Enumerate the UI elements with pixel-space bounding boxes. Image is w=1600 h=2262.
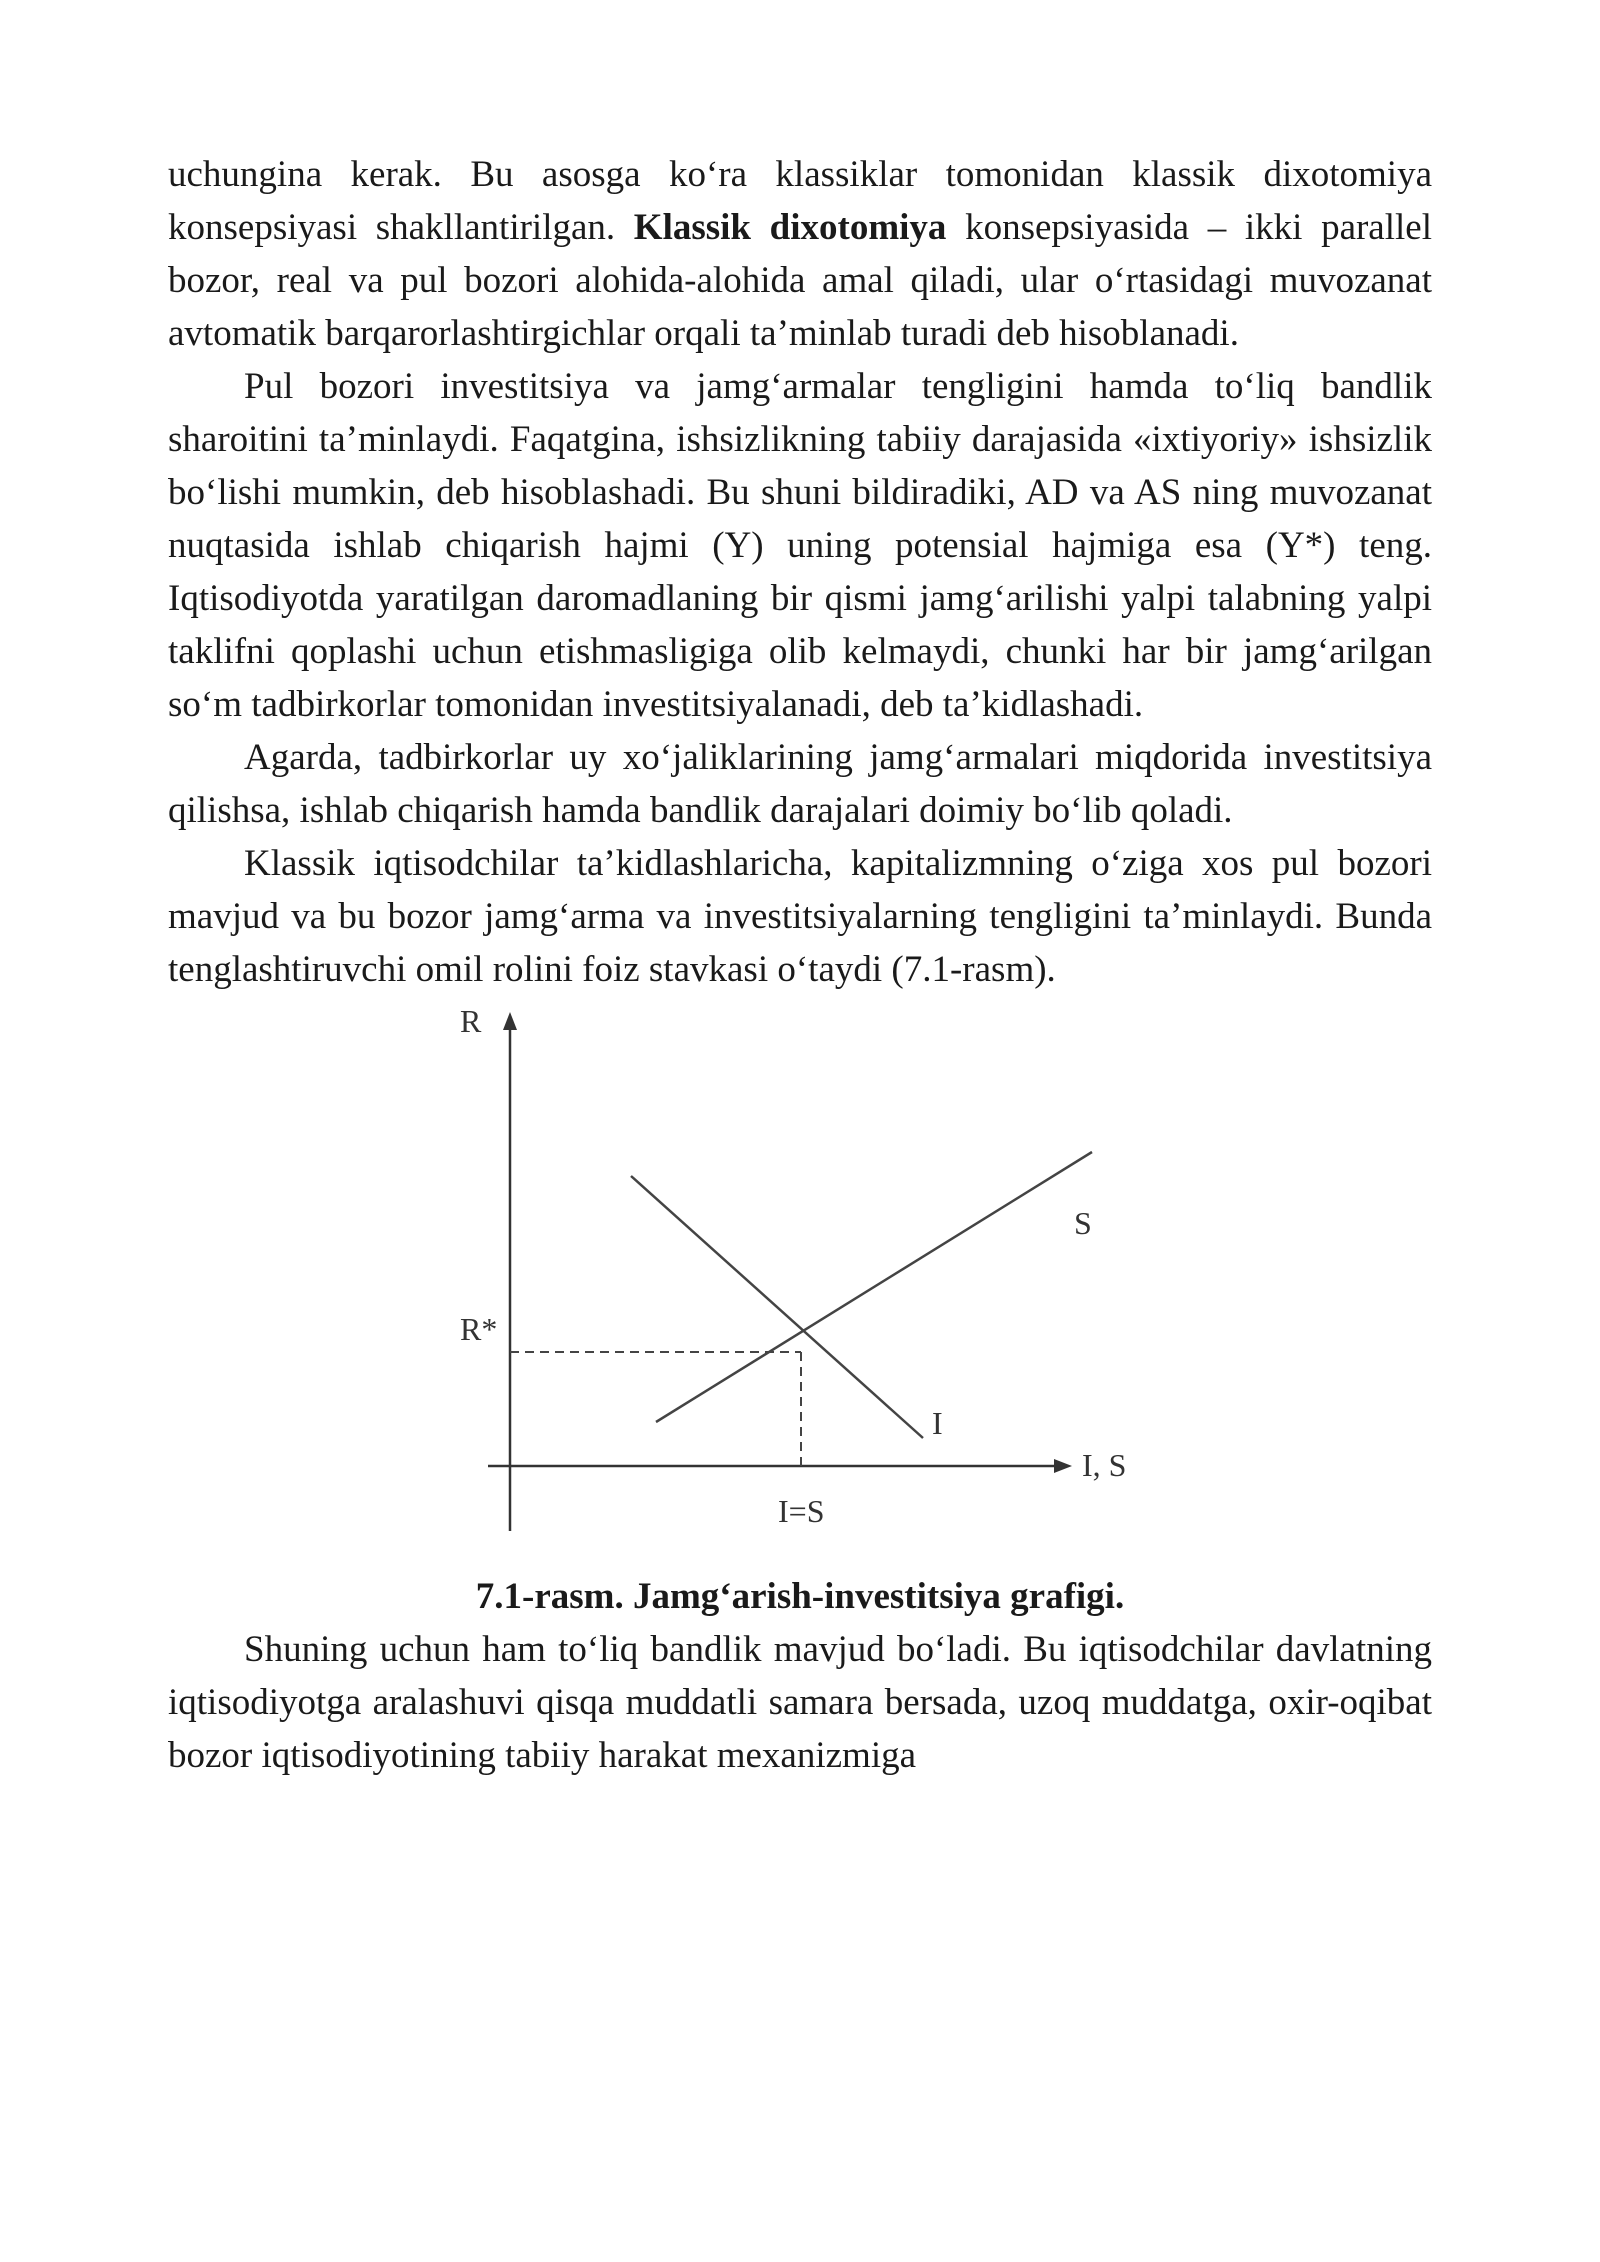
x-axis-arrow (1054, 1459, 1072, 1473)
figure-caption: 7.1-rasm. Jamg‘arish-investitsiya grafigi. (475, 1576, 1125, 1617)
y-axis-arrow (503, 1012, 517, 1030)
x-axis-label: I, S (1082, 1447, 1127, 1483)
paragraph-classical-dichotomy (168, 148, 1432, 360)
curve-i-label: I (932, 1405, 943, 1441)
equilibrium-quantity-label: I=S (778, 1493, 825, 1529)
paragraph-money-market: Pul bozori investitsiya va jamg‘armalar tengligini hamda to‘liq bandlik sharoitini ta’minlaydi. Faqatgina, ishsizlikning tabiiy darajasida «ixtiyoriy» ishsizlik bo‘lishi mumkin, deb hisoblashadi. Bu shuni bildiradiki, AD va AS ning muvozanat nuqtasida ishlab chiqarish hajmi (Y) uning potensial hajmiga esa (Y*) teng. Iqtisodiyotda yaratilgan daromadlaning bir qismi jamg‘arilishi yalpi talabning yalpi taklifni qoplashi uchun etishmasligiga olib kelmaydi, chunki har bir jamg‘arilgan so‘m tadbirkorlar tomonidan investitsiyalanadi, deb ta’kidlashadi. (168, 366, 1432, 725)
curve-s-label: S (1074, 1205, 1092, 1241)
y-axis-label: R (460, 1003, 482, 1039)
paragraph-entrepreneurs: Agarda, tadbirkorlar uy xo‘jaliklarining jamg‘armalari miqdorida investitsiya qilishsa, ishlab chiqarish hamda bandlik darajalari doimiy bo‘lib qoladi. (168, 737, 1432, 831)
investment-curve-i (631, 1176, 923, 1438)
equilibrium-rate-label: R* (460, 1311, 498, 1347)
paragraph-classical-economists: Klassik iqtisodchilar ta’kidlashlaricha, kapitalizmning o‘ziga xos pul bozori mavjud va bu bozor jamg‘arma va investitsiyalarning tengligini ta’minlaydi. Bunda tenglashtiruvchi omil rolini foiz stavkasi o‘taydi (7.1-rasm). (168, 843, 1432, 990)
paragraph-full-employment: Shuning uchun ham to‘liq bandlik mavjud bo‘ladi. Bu iqtisodchilar davlatning iqtisodiyotga aralashuvi qisqa muddatli samara bersada, uzoq muddatga, oxir-oqibat bozor iqtisodiyotining tabiiy harakat mexanizmiga (168, 1629, 1432, 1776)
document-page (168, 148, 1432, 1782)
bold-term-classical-dichotomy: Klassik dixotomiya (633, 207, 947, 248)
paragraph-text-end: konsepsiyasida – ikki parallel bozor, real va pul bozori alohida-alohida amal qiladi, ular o‘rtasidagi muvozanat avtomatik barqarorlashtirgichlar orqali ta’minlab turadi deb hisoblanadi. (168, 207, 1432, 354)
figure-saving-investment (168, 996, 1432, 1556)
saving-curve-s (656, 1152, 1092, 1422)
paragraph-text-start: uchungina kerak. Bu asosga ko‘ra klassiklar tomonidan klassik dixotomiya konsepsiyasi shakllantirilgan. (168, 154, 1432, 248)
saving-investment-graph (168, 996, 1432, 1556)
